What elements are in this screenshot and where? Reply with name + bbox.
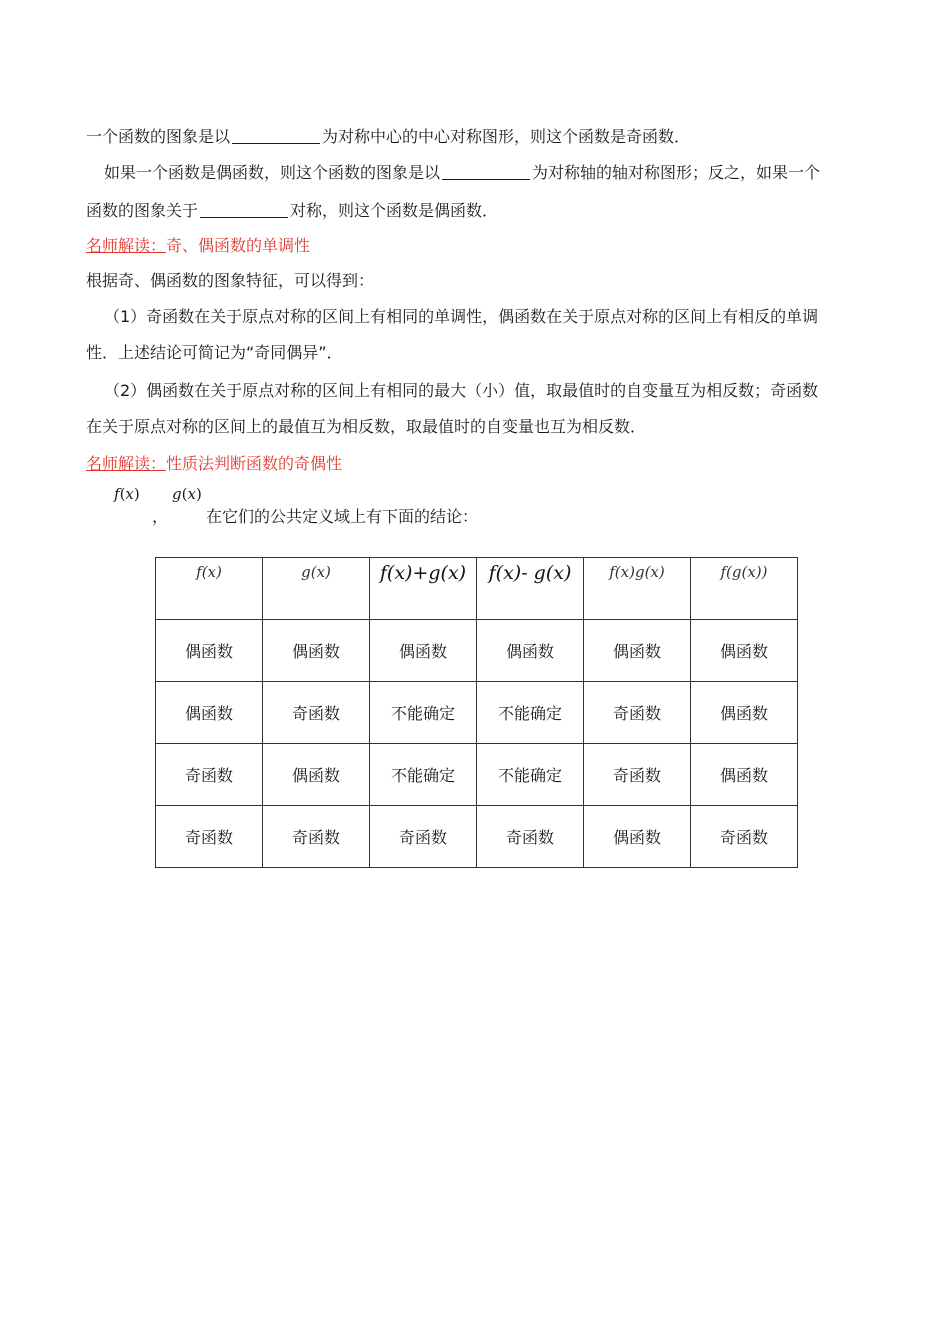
text-segment: 对称，则这个函数是偶函数． xyxy=(290,201,499,220)
table-cell: 偶函数 xyxy=(691,744,798,806)
text-segment: 在它们的公共定义域上有下面的结论： xyxy=(206,507,479,526)
heading-property-method xyxy=(86,453,866,475)
table-cell: 偶函数 xyxy=(370,620,477,682)
paragraph-rule-1: （1）奇函数在关于原点对称的区间上有相同的单调性，偶函数在关于原点对称的区间上有相反的单调 xyxy=(104,307,819,326)
fill-blank xyxy=(232,127,320,144)
table-cell: 偶函数 xyxy=(263,744,370,806)
header-difference: f(x)- g(x) xyxy=(477,558,584,620)
fill-blank xyxy=(442,163,530,180)
table-cell: 奇函数 xyxy=(263,682,370,744)
table-row xyxy=(156,620,798,682)
parity-table xyxy=(155,557,798,868)
table-cell: 奇函数 xyxy=(584,682,691,744)
paragraph-intro: 根据奇、偶函数的图象特征，可以得到： xyxy=(86,271,375,290)
heading-prefix: 名师解读： xyxy=(86,454,167,473)
paragraph-even-function xyxy=(104,162,884,184)
table-cell: 奇函数 xyxy=(691,806,798,868)
comma: ， xyxy=(152,507,169,526)
text-segment: 为对称中心的中心对称图形，则这个函数是奇函数． xyxy=(322,127,691,146)
table-row xyxy=(156,682,798,744)
table-cell: 奇函数 xyxy=(156,806,263,868)
table-cell: 奇函数 xyxy=(477,806,584,868)
paragraph-rule-1-cont: 性．上述结论可简记为“奇同偶异”． xyxy=(86,343,343,362)
table-cell: 奇函数 xyxy=(156,744,263,806)
table-cell: 不能确定 xyxy=(477,682,584,744)
header-composition: f(g(x)) xyxy=(691,558,798,620)
heading-text: 奇、偶函数的单调性 xyxy=(166,236,311,255)
table-cell: 偶函数 xyxy=(584,806,691,868)
paragraph-center-symmetry xyxy=(86,126,866,148)
table-cell: 不能确定 xyxy=(477,744,584,806)
paragraph-conclusion-intro xyxy=(152,506,932,528)
header-f: f(x) xyxy=(156,558,263,620)
table-cell: 偶函数 xyxy=(691,620,798,682)
table-cell: 不能确定 xyxy=(370,682,477,744)
table-cell: 偶函数 xyxy=(263,620,370,682)
header-g: g(x) xyxy=(263,558,370,620)
table-cell: 偶函数 xyxy=(156,620,263,682)
text-segment: 一个函数的图象是以 xyxy=(86,127,231,146)
table-cell: 偶函数 xyxy=(477,620,584,682)
table-cell: 不能确定 xyxy=(370,744,477,806)
header-sum: f(x)+g(x) xyxy=(370,558,477,620)
inline-math-g-of-x: g(x) xyxy=(172,485,202,503)
table-cell: 奇函数 xyxy=(370,806,477,868)
paragraph-rule-2: （2）偶函数在关于原点对称的区间上有相同的最大（小）值，取最值时的自变量互为相反数；奇函数 xyxy=(104,381,819,400)
table-header-row xyxy=(156,558,798,620)
text-segment: 为对称轴的轴对称图形；反之，如果一个 xyxy=(532,163,821,182)
heading-text: 性质法判断函数的奇偶性 xyxy=(166,454,343,473)
text-segment: 函数的图象关于 xyxy=(86,201,199,220)
header-product: f(x)g(x) xyxy=(584,558,691,620)
table-row xyxy=(156,806,798,868)
table-row xyxy=(156,744,798,806)
table-cell: 偶函数 xyxy=(156,682,263,744)
heading-monotonicity xyxy=(86,235,866,257)
fill-blank xyxy=(200,201,288,218)
table-cell: 奇函数 xyxy=(263,806,370,868)
paragraph-even-function-cont xyxy=(86,200,866,222)
table-cell: 偶函数 xyxy=(584,620,691,682)
text-segment: 如果一个函数是偶函数，则这个函数的图象是以 xyxy=(104,163,441,182)
table-cell: 奇函数 xyxy=(584,744,691,806)
paragraph-rule-2-cont: 在关于原点对称的区间上的最值互为相反数，取最值时的自变量也互为相反数． xyxy=(86,417,647,436)
inline-math-f-of-x: f(x) xyxy=(114,485,140,503)
table-cell: 偶函数 xyxy=(691,682,798,744)
heading-prefix: 名师解读： xyxy=(86,236,167,255)
